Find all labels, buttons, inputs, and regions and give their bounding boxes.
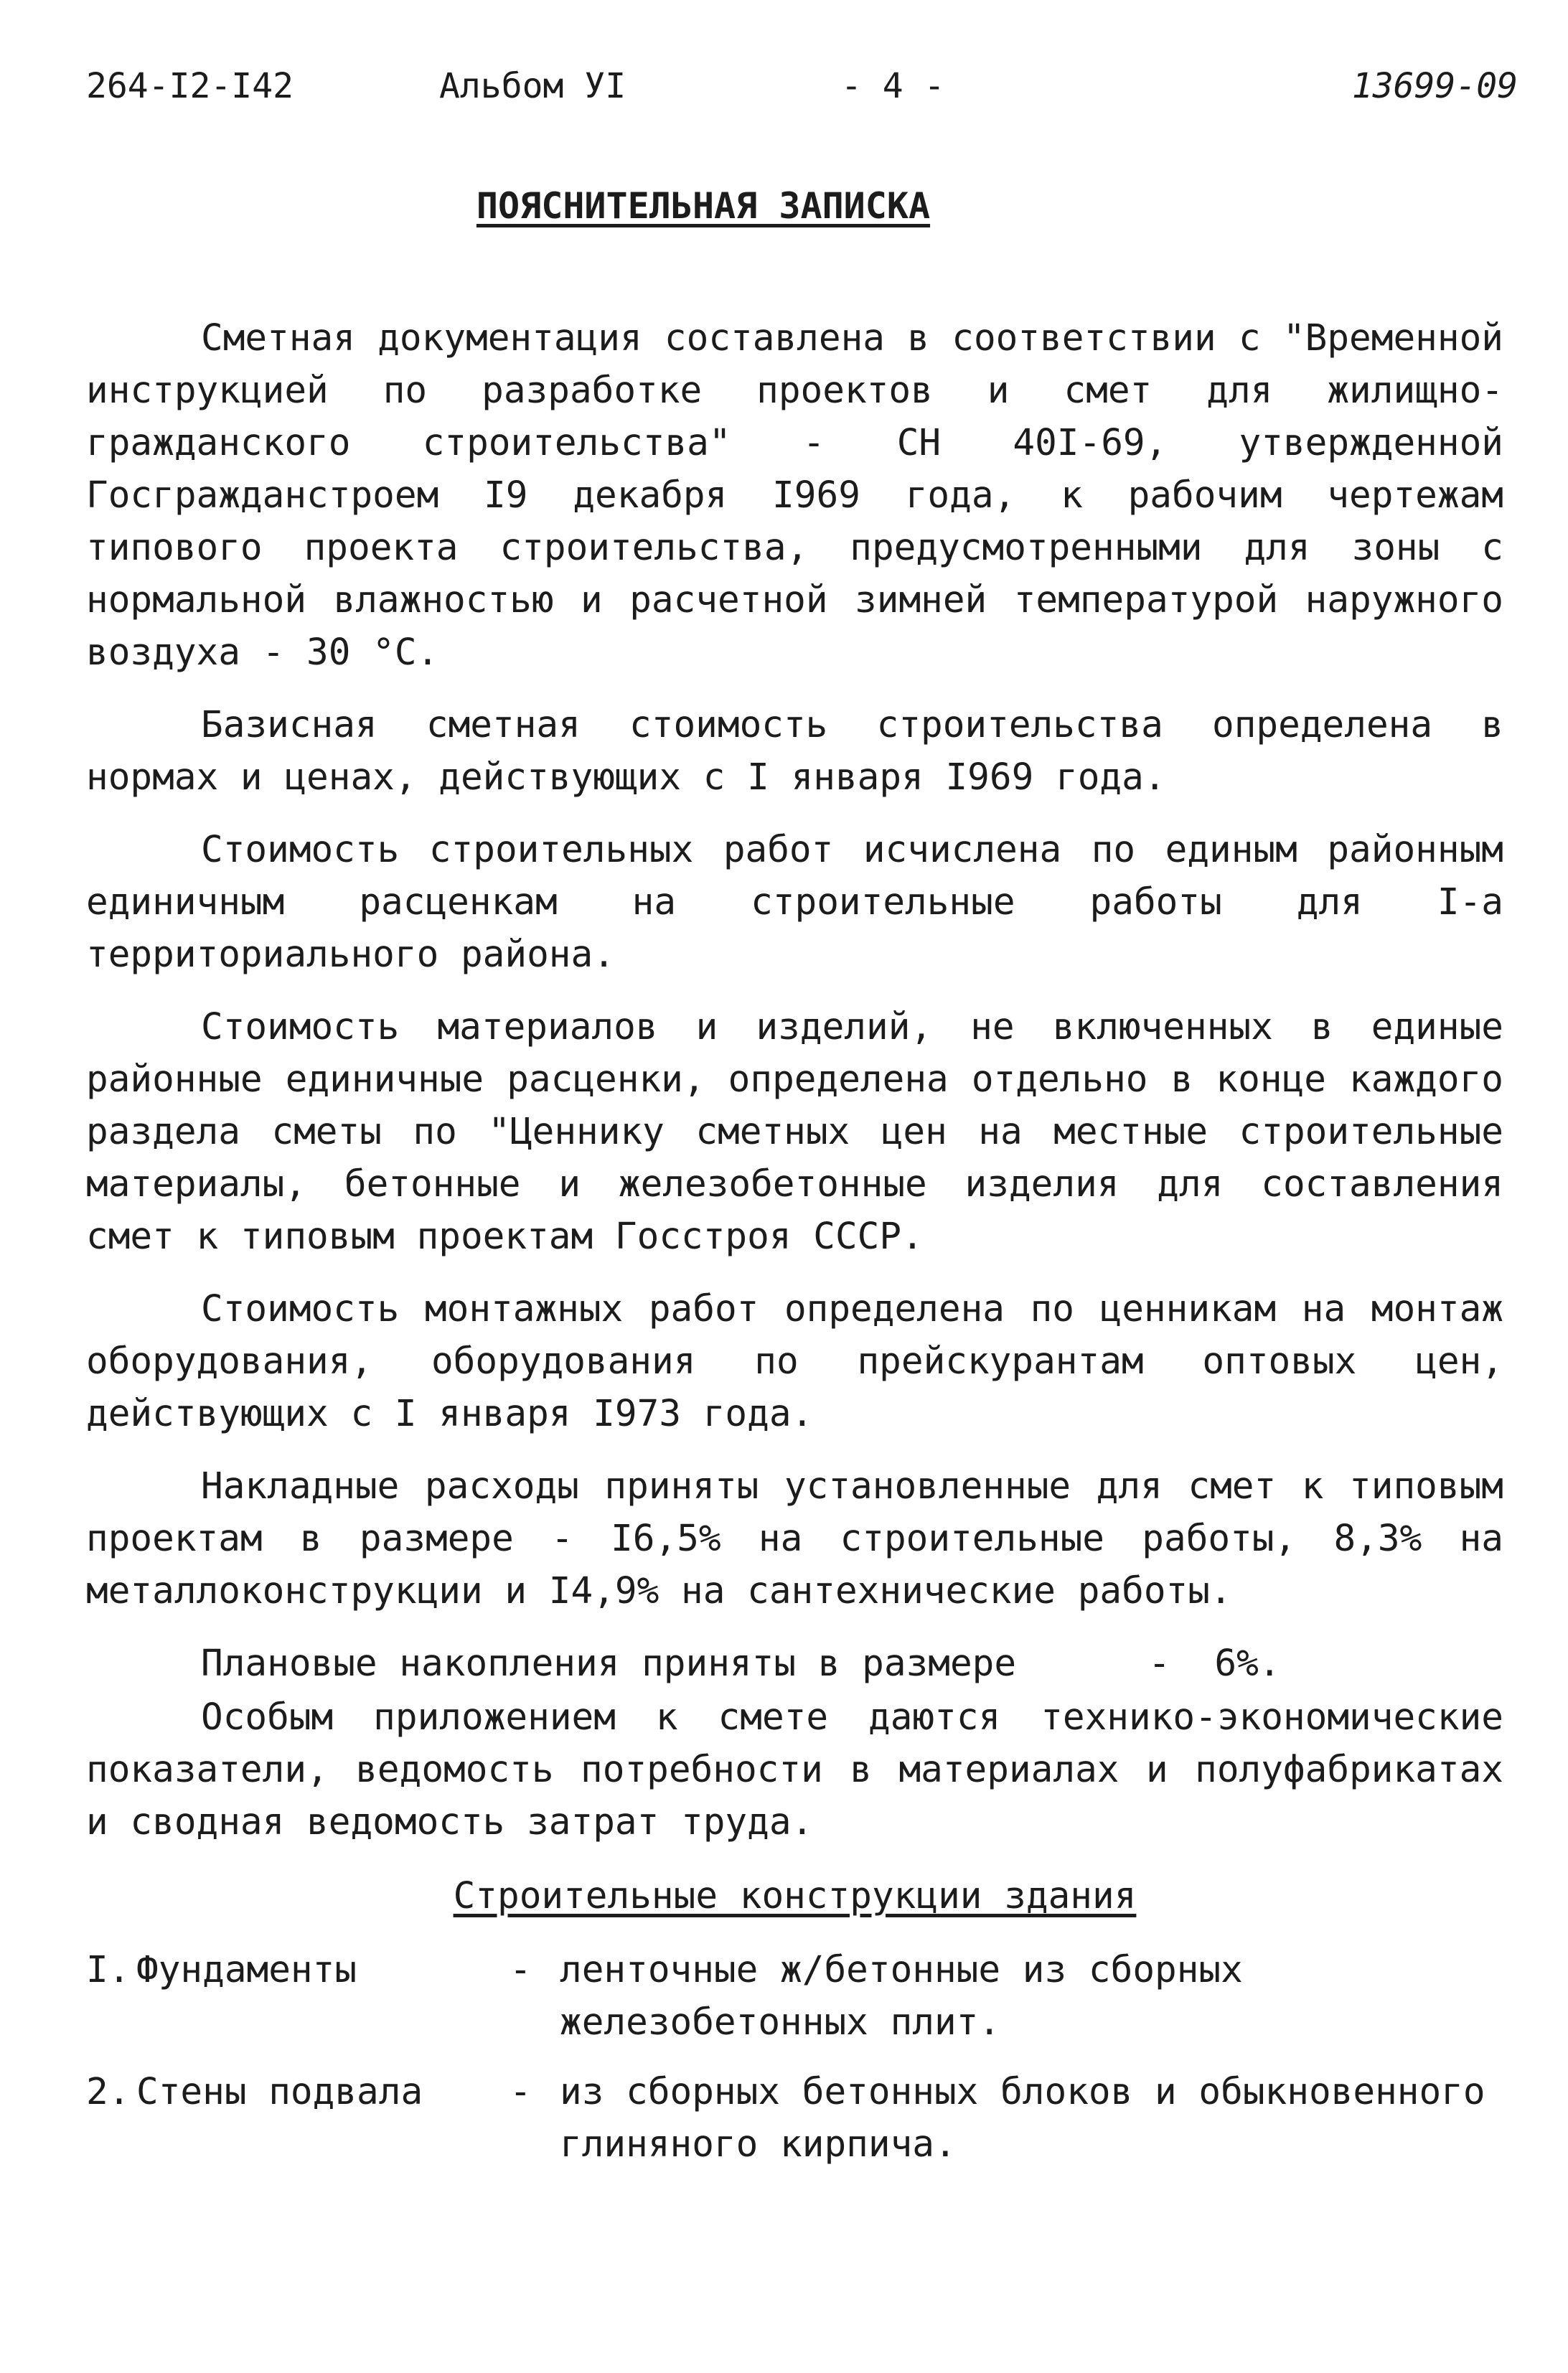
item-description-block	[510, 1944, 1503, 2049]
item-description: ленточные ж/бетонные из сборных железобетонных плит.	[560, 1949, 1243, 2044]
item-dash: -	[510, 2071, 532, 2113]
page-header	[86, 66, 1518, 123]
project-code: 264-I2-I42	[86, 66, 294, 106]
paragraph-construction-cost: Стоимость строительных работ исчислена по единым районным единичным расценкам на строительные работы для I-а территориального района.	[86, 829, 1503, 976]
item-name: Фундаменты	[136, 1949, 357, 1991]
page-number: - 4 -	[841, 66, 945, 106]
item-number: I.	[86, 1949, 131, 1991]
body-text	[86, 312, 1503, 2188]
document-number: 13699-09	[1351, 66, 1518, 106]
paragraph-estimate-basis: Сметная документация составлена в соответствии с "Временной инструкцией по разработке проектов и смет для жилищно-гражданского строительства" - СН 40I-69, утвержденной Госгражданстроем I9 декабря I969 года, к рабочим чертежам типового проекта строительства, предусмотренными для зоны с нормальной влажностью и расчетной зимней температурой наружного воздуха - 30 °С.	[86, 317, 1503, 674]
document-title: ПОЯСНИТЕЛЬНАЯ ЗАПИСКА	[476, 185, 931, 227]
list-item	[86, 2066, 1503, 2171]
section-title: Строительные конструкции здания	[453, 1875, 1137, 1917]
list-item	[86, 1944, 1503, 2049]
paragraph-appendix: Особым приложением к смете даются технико-экономические показатели, ведомость потребности в материалах и полуфабрикатах и сводная ведомость затрат труда.	[86, 1696, 1503, 1843]
paragraph-materials-cost: Стоимость материалов и изделий, не включенных в единые районные единичные расценки, определена отдельно в конце каждого раздела сметы по "Ценнику сметных цен на местные строительные материалы, бетонные и железобетонные изделия для составления смет к типовым проектам Госстроя СССР.	[86, 1006, 1503, 1258]
paragraph-installation-cost: Стоимость монтажных работ определена по ценникам на монтаж оборудования, оборудования по прейскурантам оптовых цен, действующих с I января I973 года.	[86, 1288, 1503, 1435]
paragraph-overhead: Накладные расходы приняты установленные для смет к типовым проектам в размере - I6,5% на строительные работы, 8,3% на металлоконструкции и I4,9% на сантехнические работы.	[86, 1465, 1503, 1612]
item-name: Стены подвала	[136, 2071, 423, 2113]
item-dash: -	[510, 1949, 532, 1991]
item-description-block	[510, 2066, 1503, 2171]
paragraph-base-cost: Базисная сметная стоимость строительства определена в нормах и ценах, действующих с I января I969 года.	[86, 704, 1503, 799]
paragraph-planned-savings: Плановые накопления приняты в размере - 6%.	[201, 1643, 1281, 1685]
item-description: из сборных бетонных блоков и обыкновенного глиняного кирпича.	[560, 2071, 1485, 2166]
album-label: Альбом УI	[439, 66, 626, 106]
item-number: 2.	[86, 2071, 131, 2113]
